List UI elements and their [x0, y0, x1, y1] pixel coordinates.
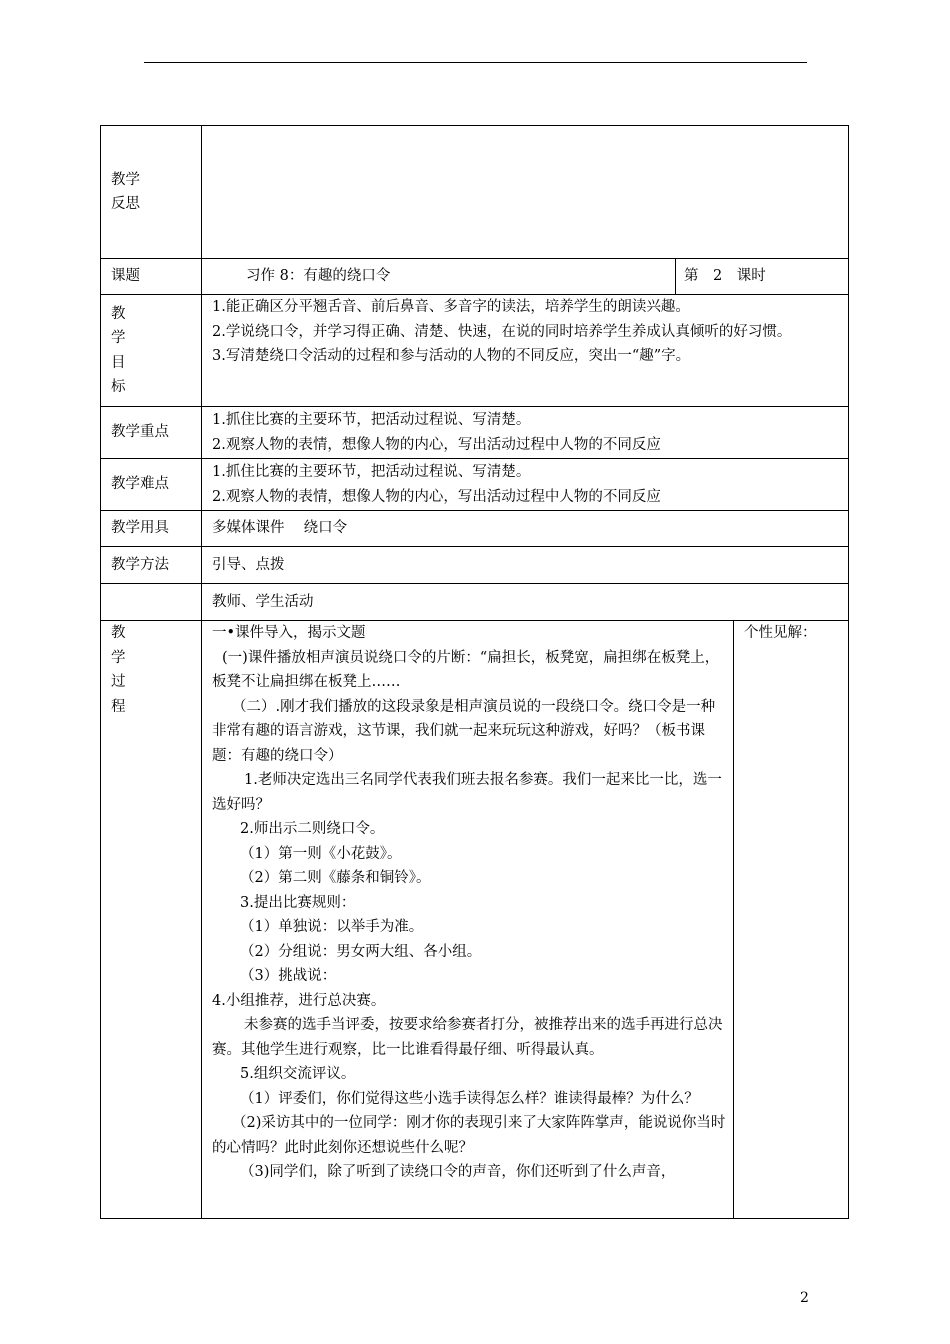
process-line: （2)采访其中的一位同学：刚才你的表现引来了大家阵阵掌声，能说说你当时的心情吗？此时此刻你还想说些什么呢？ — [212, 1115, 726, 1156]
process-line: （2）分组说：男女两大组、各小组。 — [240, 943, 482, 960]
activities-header-row — [101, 584, 849, 621]
key-points-content — [202, 407, 849, 459]
key-points-row — [101, 407, 849, 459]
process-line: 未参赛的选手当评委，按要求给参赛者打分，被推荐出来的选手再进行总决赛。其他学生进行观察，比一比谁看得最仔细、听得最认真。 — [212, 1017, 723, 1058]
objectives-row — [101, 295, 849, 407]
process-line: 1.老师决定选出三名同学代表我们班去报名参赛。我们一起来比一比，选一选好吗？ — [212, 772, 722, 813]
process-line: （3)同学们，除了听到了读绕口令的声音，你们还听到了什么声音， — [240, 1164, 676, 1180]
activities-header-empty — [101, 584, 202, 621]
difficulty-item: 2.观察人物的表情，想像人物的内心，写出活动过程中人物的不同反应 — [212, 488, 661, 505]
process-line: （1）第一则《小花鼓》。 — [240, 845, 402, 862]
process-line: 4.小组推荐，进行总决赛。 — [212, 992, 386, 1009]
key-point-item: 2.观察人物的表情，想像人物的内心，写出活动过程中人物的不同反应 — [212, 436, 661, 453]
process-line: 一•课件导入，揭示文题 — [212, 625, 366, 641]
tools-label: 教学用具 — [101, 511, 202, 547]
tools-value: 多媒体课件 绕口令 — [202, 511, 849, 547]
difficulties-row — [101, 459, 849, 511]
process-label-char: 过 — [111, 674, 126, 690]
objectives-label-char: 学 — [111, 330, 126, 346]
key-points-label: 教学重点 — [101, 407, 202, 459]
personal-notes-column — [734, 621, 849, 1219]
tools-row — [101, 511, 849, 547]
objective-item: 3.写清楚绕口令活动的过程和参与活动的人物的不同反应，突出一“趣”字。 — [212, 348, 691, 364]
process-line: （1）评委们，你们觉得这些小选手读得怎么样？谁读得最棒？为什么？ — [240, 1090, 699, 1107]
process-row — [101, 621, 849, 1219]
process-label-char: 学 — [111, 649, 126, 666]
reflection-label-line1: 教学 — [111, 171, 140, 188]
process-line: 3.提出比赛规则： — [240, 894, 356, 911]
methods-value: 引导、点拨 — [202, 547, 849, 584]
process-label — [101, 621, 202, 1219]
lesson-plan-table — [100, 125, 849, 1219]
objectives-label — [101, 295, 202, 407]
objectives-label-char: 标 — [111, 379, 126, 395]
methods-label: 教学方法 — [101, 547, 202, 584]
personal-notes-label: 个性见解： — [744, 625, 817, 641]
reflection-row — [101, 126, 849, 259]
topic-title: 习作 8：有趣的绕口令 — [202, 259, 676, 295]
objectives-label-char: 目 — [111, 354, 126, 371]
session-number: 第 2 课时 — [676, 259, 849, 295]
objectives-content — [202, 295, 849, 407]
process-line: （1）单独说：以举手为准。 — [240, 919, 424, 935]
process-line: （2）第二则《藤条和铜铃》。 — [240, 870, 431, 886]
reflection-label — [101, 126, 202, 259]
objectives-label-char: 教 — [111, 305, 126, 322]
reflection-label-line2: 反思 — [111, 196, 140, 212]
process-label-char: 教 — [111, 625, 126, 641]
difficulties-label: 教学难点 — [101, 459, 202, 511]
process-content — [202, 621, 734, 1219]
process-line: （二）.刚才我们播放的这段录象是相声演员说的一段绕口令。绕口令是一种非常有趣的语言游戏，这节课，我们就一起来玩玩这种游戏，好吗？（板书课题：有趣的绕口令） — [212, 698, 716, 764]
process-line: (一)课件播放相声演员说绕口令的片断：“扁担长，板凳宽，扁担绑在板凳上，板凳不让扁担绑在板凳上…… — [212, 649, 720, 690]
topic-label: 课题 — [101, 259, 202, 295]
objective-item: 2.学说绕口令，并学习得正确、清楚、快速，在说的同时培养学生养成认真倾听的好习惯。 — [212, 323, 792, 340]
process-label-char: 程 — [111, 698, 126, 715]
process-line: 2.师出示二则绕口令。 — [240, 821, 385, 837]
process-line: （3）挑战说： — [240, 968, 337, 984]
methods-row — [101, 547, 849, 584]
key-point-item: 1.抓住比赛的主要环节，把活动过程说、写清楚。 — [212, 412, 531, 428]
process-line: 5.组织交流评议。 — [240, 1066, 356, 1082]
objective-item: 1.能正确区分平翘舌音、前后鼻音、多音字的读法，培养学生的朗读兴趣。 — [212, 299, 690, 315]
difficulty-item: 1.抓住比赛的主要环节，把活动过程说、写清楚。 — [212, 464, 531, 480]
header-rule — [144, 62, 807, 63]
page-number: 2 — [800, 1290, 809, 1306]
reflection-content — [202, 126, 849, 259]
topic-row — [101, 259, 849, 295]
difficulties-content — [202, 459, 849, 511]
activities-header: 教师、学生活动 — [202, 584, 849, 621]
